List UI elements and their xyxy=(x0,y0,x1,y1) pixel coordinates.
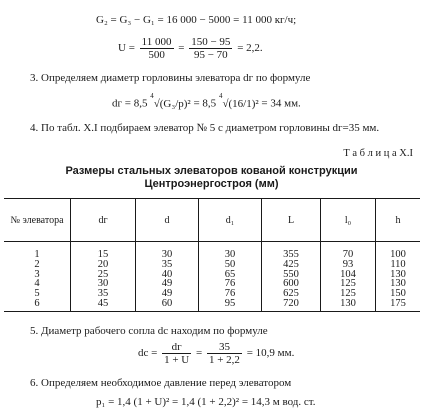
formula-g2: G₂ = G₃ − G₁ = 16 000 − 5000 = 11 000 кг/ч; xyxy=(96,14,297,26)
formula-u xyxy=(118,36,263,61)
step-6-text: 6. Определяем необходимое давление перед элеватором xyxy=(30,377,292,389)
table-cell: 3 xyxy=(34,268,40,280)
table-cell: 550 xyxy=(262,270,321,280)
fraction-numerator: 11 000 xyxy=(141,36,172,48)
table-row xyxy=(4,299,420,311)
step-4-text: 4. По табл. X.I подбираем элеватор № 5 с диаметром горловины dг=35 мм. xyxy=(30,122,380,134)
table-cell: 175 xyxy=(376,299,421,311)
table-title-line-1: Размеры стальных элеваторов кованой конструкции xyxy=(65,165,358,177)
table-cell: 40 xyxy=(136,270,199,280)
table-cell: 60 xyxy=(136,299,199,311)
table-title-line-2: Центроэнергостроя (мм) xyxy=(144,178,279,190)
formula-u-fraction-2 xyxy=(189,36,232,61)
table-cell: 25 xyxy=(71,270,136,280)
table-cell: 4 xyxy=(34,278,40,290)
formula-u-result: = 2,2. xyxy=(237,42,263,55)
table-label: Т а б л и ц а X.I xyxy=(343,148,413,159)
formula-dc-lhs: dс = xyxy=(138,347,158,360)
fraction-numerator: 35 xyxy=(207,341,242,354)
formula-dg-root-1 xyxy=(150,92,191,110)
col-header-dg: dг xyxy=(71,199,136,242)
table-cell: 6 xyxy=(34,297,40,309)
root-index: 4 xyxy=(218,92,223,100)
col-header-number: № элеватора xyxy=(4,199,71,242)
table-cell: 49 xyxy=(136,289,199,299)
table-cell: 110 xyxy=(376,260,421,270)
table-cell: 76 xyxy=(199,279,262,289)
table-cell: 625 xyxy=(262,289,321,299)
col-header-d: d xyxy=(136,199,199,242)
formula-p1: p₁ = 1,4 (1 + U)² = 1,4 (1 + 2,2)² = 14,3 м вод. ст. xyxy=(96,396,316,408)
table-cell: 76 xyxy=(199,289,262,299)
formula-dg xyxy=(112,92,301,110)
root-body: √(G₃/p)² xyxy=(153,97,191,110)
step-5-text: 5. Диаметр рабочего сопла dс находим по формуле xyxy=(30,325,268,337)
table-cell: 130 xyxy=(376,279,421,289)
formula-dc-result: = 10,9 мм. xyxy=(246,347,295,360)
table-cell: 49 xyxy=(136,279,199,289)
formula-u-lhs: U = xyxy=(118,42,135,55)
fraction-numerator: 150 − 95 xyxy=(191,36,231,48)
formula-dg-mid: = 8,5 xyxy=(193,97,217,110)
formula-u-fraction-1 xyxy=(140,36,174,61)
elevator-dimensions-table xyxy=(4,198,420,312)
fraction-denominator: 95 − 70 xyxy=(193,49,228,61)
table-cell: 93 xyxy=(321,260,376,270)
formula-dc-fraction-1 xyxy=(162,341,191,366)
table-cell: 2 xyxy=(34,258,40,270)
formula-u-equals: = xyxy=(178,42,185,55)
table-row xyxy=(4,242,420,260)
formula-dg-root-2 xyxy=(218,92,259,110)
fraction-numerator: dг xyxy=(162,341,191,354)
table-cell: 35 xyxy=(136,260,199,270)
formula-dc-fraction-2 xyxy=(207,341,242,366)
table-cell: 425 xyxy=(262,260,321,270)
table-cell: 150 xyxy=(376,289,421,299)
table-cell: 50 xyxy=(199,260,262,270)
table-cell: 5 xyxy=(34,288,40,300)
fraction-denominator: 1 + 2,2 xyxy=(208,354,240,366)
col-header-h: h xyxy=(376,199,421,242)
step-3-text: 3. Определяем диаметр горловины элеватора dг по формуле xyxy=(30,72,311,84)
table-cell: 355 xyxy=(262,242,321,260)
fraction-denominator: 1 + U xyxy=(164,354,190,366)
table-cell: 70 xyxy=(321,242,376,260)
table-row xyxy=(4,260,420,270)
formula-dg-result: = 34 мм. xyxy=(261,97,301,110)
table-cell: 30 xyxy=(71,279,136,289)
table-cell: 20 xyxy=(71,260,136,270)
table-cell: 30 xyxy=(199,242,262,260)
col-header-d1: d₁ xyxy=(199,199,262,242)
table-row xyxy=(4,279,420,289)
col-header-l0: l₀ xyxy=(321,199,376,242)
root-index: 4 xyxy=(150,92,154,100)
formula-dc xyxy=(138,341,294,366)
fraction-denominator: 500 xyxy=(148,49,165,61)
table-cell: 65 xyxy=(199,270,262,280)
table-cell: 104 xyxy=(321,270,376,280)
root-body: √(16/1)² xyxy=(222,97,259,110)
table-cell: 100 xyxy=(376,242,421,260)
table-cell: 45 xyxy=(71,299,136,311)
table-cell: 1 xyxy=(34,249,40,260)
col-header-l: L xyxy=(262,199,321,242)
formula-dc-minus: = xyxy=(196,347,203,360)
table-row xyxy=(4,289,420,299)
table-cell: 130 xyxy=(321,299,376,311)
table-cell: 600 xyxy=(262,279,321,289)
table-cell: 95 xyxy=(199,299,262,311)
table-cell: 125 xyxy=(321,289,376,299)
table-header-row xyxy=(4,199,420,242)
table-cell: 130 xyxy=(376,270,421,280)
table-cell: 125 xyxy=(321,279,376,289)
formula-dg-lhs: dг = 8,5 xyxy=(112,97,148,110)
table-cell: 30 xyxy=(136,242,199,260)
table-cell: 15 xyxy=(71,242,136,260)
table-row xyxy=(4,270,420,280)
table-cell: 720 xyxy=(262,299,321,311)
table-cell: 35 xyxy=(71,289,136,299)
